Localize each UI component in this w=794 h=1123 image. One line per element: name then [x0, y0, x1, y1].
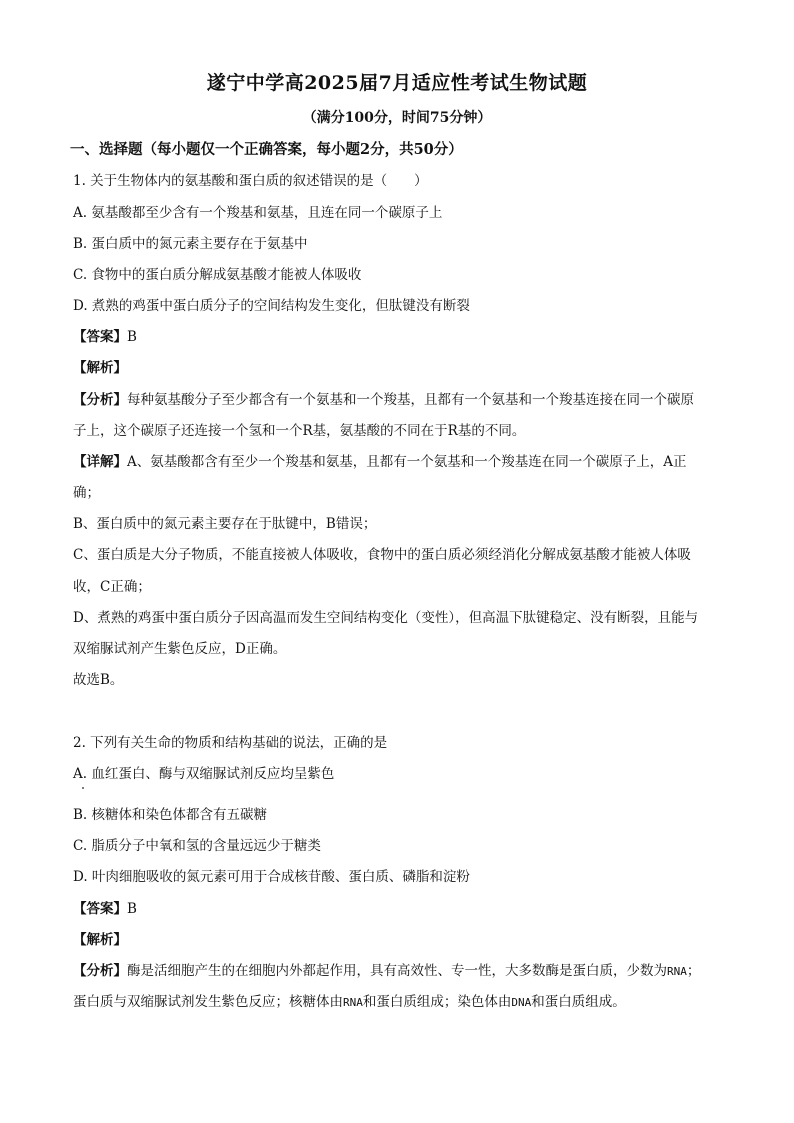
- q1-conclusion: 故选B。: [73, 672, 124, 688]
- q2-analysis-line-1: 【分析】酶是活细胞产生的在细胞内外都起作用，具有高效性、专一性，大多数酶是蛋白质，少数为RNA；: [73, 963, 701, 979]
- page-subtitle: （满分100分，时间75分钟）: [302, 110, 492, 126]
- q1-detail-line-7: 双缩脲试剂产生紫色反应，D正确。: [73, 641, 287, 657]
- q1-detail-line-2: 确；: [73, 485, 100, 501]
- stray-dot-mark: [82, 787, 84, 789]
- question-1-stem: 1. 关于生物体内的氨基酸和蛋白质的叙述错误的是（ ）: [73, 173, 428, 189]
- answer-value: B: [127, 901, 137, 917]
- q1-answer: [73, 327, 733, 347]
- answer-tag: 【答案】: [73, 329, 127, 345]
- q1-detail-line-3: B、蛋白质中的氮元素主要存在于肽键中，B错误；: [73, 516, 377, 532]
- q1-analysis-line-2: 子上，这个碳原子还连接一个氢和一个R基，氨基酸的不同在于R基的不同。: [73, 423, 526, 439]
- detail-tag: 【详解】: [73, 454, 127, 470]
- q1-detail-line-4: C、蛋白质是大分子物质，不能直接被人体吸收，食物中的蛋白质必须经消化分解成氨基酸才能被人体吸: [73, 547, 691, 563]
- answer-tag: 【答案】: [73, 901, 127, 917]
- q2-option-a: A. 血红蛋白、酶与双缩脲试剂反应均呈紫色: [73, 766, 335, 782]
- q2-option-b: B. 核糖体和染色体都含有五碳糖: [73, 807, 268, 823]
- question-2-stem: 2. 下列有关生命的物质和结构基础的说法，正确的是: [73, 735, 388, 751]
- q1-option-c: C. 食物中的蛋白质分解成氨基酸才能被人体吸收: [73, 267, 362, 283]
- q1-jiexi: 【解析】: [73, 360, 127, 376]
- q1-detail-line-1: 【详解】A、氨基酸都含有至少一个羧基和氨基，且都有一个氨基和一个羧基连在同一个碳原子上，A正: [73, 454, 687, 470]
- analysis-tag: 【分析】: [73, 392, 127, 408]
- q1-detail-line-5: 收，C正确；: [73, 579, 151, 595]
- answer-value: B: [127, 329, 137, 345]
- q1-detail-line-6: D、煮熟的鸡蛋中蛋白质分子因高温而发生空间结构变化（变性），但高温下肽键稳定、没有断裂，且能与: [73, 610, 699, 626]
- q1-analysis-line-1: 【分析】每种氨基酸分子至少都含有一个氨基和一个羧基，且都有一个氨基和一个羧基连接在同一个碳原: [73, 392, 694, 408]
- q2-option-c: C. 脂质分子中氧和氢的含量远远少于糖类: [73, 838, 321, 854]
- q1-option-d: D. 煮熟的鸡蛋中蛋白质分子的空间结构发生变化，但肽键没有断裂: [73, 298, 470, 314]
- q1-option-a: A. 氨基酸都至少含有一个羧基和氨基，且连在同一个碳原子上: [73, 205, 443, 221]
- q2-analysis-line-2: 蛋白质与双缩脲试剂发生紫色反应；核糖体由RNA和蛋白质组成；染色体由DNA和蛋白质组成。: [73, 994, 626, 1010]
- section-heading: 一、选择题（每小题仅一个正确答案，每小题2分，共50分）: [70, 141, 463, 158]
- q2-option-d: D. 叶肉细胞吸收的氮元素可用于合成核苷酸、蛋白质、磷脂和淀粉: [73, 869, 470, 885]
- q1-option-b: B. 蛋白质中的氮元素主要存在于氨基中: [73, 236, 308, 252]
- page-title: 遂宁中学高2025届7月适应性考试生物试题: [206, 72, 588, 94]
- q2-answer: [73, 899, 733, 919]
- q2-jiexi: 【解析】: [73, 932, 127, 948]
- analysis-tag: 【分析】: [73, 963, 127, 979]
